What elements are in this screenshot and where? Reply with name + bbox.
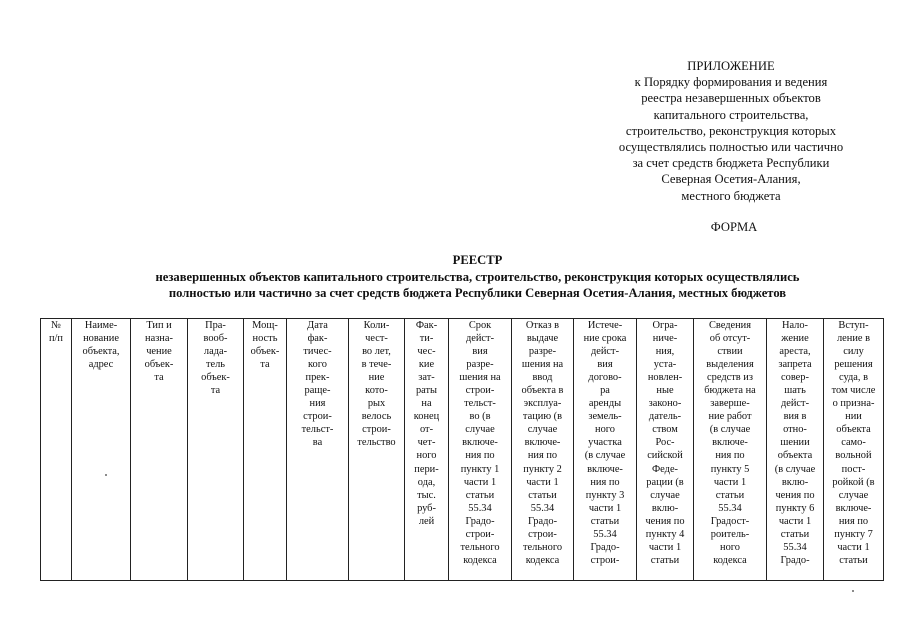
column-header-line: случае	[650, 489, 680, 501]
column-header-line: строи-	[303, 411, 332, 423]
column-header-line: ного	[720, 541, 740, 553]
column-header-line: объекта	[836, 424, 871, 436]
column-header-line: заверше-	[710, 398, 750, 410]
registry-table	[40, 318, 884, 581]
column-header-line: ного	[595, 424, 615, 436]
column-header-line: включе-	[587, 463, 623, 475]
column-header-line: на	[421, 398, 432, 410]
column-header-line: включе-	[462, 437, 498, 449]
column-header-line: статьи	[528, 489, 557, 501]
column-header-line: ния по	[590, 476, 620, 488]
scan-speck	[105, 474, 107, 476]
column-header	[512, 319, 574, 581]
column-header-line: руб-	[417, 502, 436, 514]
title-line-1: РЕЕСТР	[452, 253, 503, 267]
column-header-line: включе-	[524, 437, 561, 449]
column-header-line: разре-	[528, 346, 557, 358]
column-header	[41, 319, 72, 581]
column-header-line: ареста,	[779, 346, 811, 358]
column-header-line: адрес	[88, 359, 114, 371]
column-header-line: та	[154, 372, 164, 384]
column-header-line: Наиме-	[84, 320, 118, 331]
column-header	[72, 319, 131, 581]
column-header-line: ния,	[655, 346, 675, 358]
column-header-line: тыс.	[417, 489, 436, 501]
column-header-line: лей	[418, 515, 435, 527]
column-header-line: Отказ в	[525, 320, 560, 331]
column-header-line: Рос-	[655, 437, 675, 449]
column-header-line: 55.34	[530, 502, 555, 514]
column-header-line: ние	[368, 372, 385, 384]
column-header-line: Коли-	[363, 320, 390, 331]
column-header-line: ного	[416, 450, 437, 462]
column-header-line: пункту 4	[645, 528, 685, 540]
column-header	[449, 319, 512, 581]
column-header-line: дейст-	[465, 333, 495, 345]
form-label: ФОРМА	[710, 220, 758, 234]
column-header-line: зат-	[418, 372, 435, 384]
column-header	[767, 319, 824, 581]
column-header-line: выделения	[706, 359, 754, 371]
column-header-line: кодекса	[463, 554, 497, 566]
column-header-line: ва	[312, 437, 323, 449]
column-header-line: рых	[367, 398, 386, 410]
column-header-line: ние работ	[708, 411, 752, 423]
column-header-line: кие	[418, 359, 435, 371]
column-header-line: случае	[465, 424, 495, 436]
column-header-line: 55.34	[468, 502, 492, 514]
column-header-line: та	[210, 385, 221, 397]
scan-speck	[852, 590, 854, 592]
column-header-line: пост-	[841, 463, 866, 475]
column-header-line: совер-	[781, 372, 809, 384]
column-header-line: нии	[845, 411, 862, 423]
column-header-line: выдаче	[526, 333, 559, 345]
column-header	[824, 319, 884, 581]
appendix-line: капитального строительства,	[653, 107, 809, 122]
column-header-line: кого	[308, 359, 327, 371]
column-header	[349, 319, 405, 581]
title-line-3: полностью или частично за счет средств бюджета Республики Северная Осетия-Алания, местных бюджетов	[168, 286, 787, 300]
column-header	[287, 319, 349, 581]
column-header	[188, 319, 244, 581]
column-header-line: ния по	[465, 450, 495, 462]
column-header-line: объек-	[201, 372, 230, 384]
column-header-line: нование	[83, 333, 119, 345]
column-header-line: случае	[838, 489, 869, 501]
column-header	[244, 319, 287, 581]
column-header-line: ством	[652, 424, 678, 436]
column-header-line: Мощ-	[252, 320, 278, 331]
column-header-line: строи-	[528, 528, 557, 540]
column-header-line: Огра-	[652, 320, 678, 331]
column-header-line: тельство	[357, 437, 396, 449]
column-header-line: 55.34	[593, 528, 617, 540]
column-header-line: пункту 2	[523, 463, 562, 475]
column-header-line: ствии	[717, 346, 743, 358]
column-header-line: статьи	[465, 489, 495, 501]
column-header-line: та	[260, 359, 270, 371]
column-header-line: чет-	[417, 437, 436, 449]
column-header-line: Нало-	[781, 320, 809, 331]
column-header-line: отно-	[783, 424, 807, 436]
column-header-line: ввод	[532, 372, 553, 384]
column-header	[131, 319, 188, 581]
column-header-line: тельст-	[301, 424, 334, 436]
appendix-line: строительство, реконструкция которых	[625, 123, 837, 138]
column-header-line: статьи	[715, 489, 745, 501]
column-header-line: ния	[309, 398, 326, 410]
column-header-line: строи-	[362, 424, 391, 436]
column-header-line: тельст-	[464, 398, 496, 410]
column-header-line: от-	[419, 424, 434, 436]
column-header-line: законо-	[648, 398, 682, 410]
column-header-line: строи-	[465, 528, 495, 540]
column-header-line: чения по	[645, 515, 685, 527]
column-header-line: прек-	[305, 372, 330, 384]
column-header-line: вия	[597, 359, 613, 371]
table-header-row	[41, 319, 884, 581]
column-header-line: тельного	[460, 541, 500, 553]
title-line-2: незавершенных объектов капитального строительства, строительство, реконструкция которых осуществлялись	[155, 269, 800, 284]
column-header-line: Пра-	[205, 320, 226, 331]
column-header-line: раще-	[304, 385, 331, 397]
document-title	[40, 252, 905, 302]
column-header-line: ра	[600, 385, 610, 397]
column-header-line: жение	[781, 333, 809, 345]
column-header-line: во лет,	[362, 346, 391, 358]
column-header-line: части 1	[837, 541, 870, 553]
column-header-line: части 1	[648, 541, 682, 553]
column-header-line: бюджета на	[704, 385, 756, 397]
column-header-line: вия в	[783, 411, 807, 423]
column-header-line: ление в	[836, 333, 871, 345]
column-header-line: чест-	[365, 333, 388, 345]
column-header-line: ния по	[715, 450, 745, 462]
column-header-line: Сведения	[708, 320, 752, 331]
column-header-line: датель-	[648, 411, 682, 423]
column-header-line: новлен-	[647, 372, 683, 384]
column-header-line: части 1	[526, 476, 559, 488]
column-header-line: шения на	[459, 372, 501, 384]
column-header-line: включе-	[712, 437, 748, 449]
appendix-line: осуществлялись полностью или частично	[618, 140, 844, 155]
column-header-line: Истече-	[587, 320, 623, 331]
column-header-line: включе-	[835, 502, 872, 514]
column-header-line: ния по	[838, 515, 869, 527]
column-header-line: лада-	[203, 346, 228, 358]
column-header-line: кото-	[365, 385, 388, 397]
column-header-line: объекта в	[521, 385, 564, 397]
appendix-line: местного бюджета	[681, 188, 781, 203]
column-header-line: средств из	[707, 372, 753, 384]
column-header-line: Вступ-	[838, 320, 869, 331]
column-header-line: вклю-	[781, 476, 809, 488]
appendix-line: реестра незавершенных объектов	[641, 91, 821, 106]
column-header-line: чения по	[775, 489, 815, 501]
appendix-lines	[596, 74, 866, 204]
column-header-line: вольной	[835, 450, 872, 462]
column-header-line: пункту 5	[710, 463, 750, 475]
column-header-line: во (в	[469, 411, 491, 423]
column-header-line: Градо-	[780, 554, 810, 566]
column-header	[574, 319, 637, 581]
column-header-line: строи-	[465, 385, 495, 397]
column-header-line: догово-	[588, 372, 622, 384]
column-header-line: сийской	[647, 450, 683, 462]
column-header-line: части 1	[778, 515, 812, 527]
appendix-line: за счет средств бюджета Республики	[632, 156, 830, 171]
column-header-line: (в случае	[584, 450, 626, 462]
column-header-line: пункту 1	[460, 463, 500, 475]
column-header-line: роитель-	[710, 528, 750, 540]
column-header-line: тацию (в	[522, 411, 563, 423]
column-header-line: 55.34	[718, 502, 742, 514]
column-header-line: пункту 3	[585, 489, 625, 501]
column-header-line: разре-	[466, 359, 494, 371]
column-header-line: ти-	[419, 333, 434, 345]
column-header	[405, 319, 449, 581]
column-header-line: статьи	[650, 554, 680, 566]
column-header	[694, 319, 767, 581]
column-header-line: объек-	[250, 346, 280, 358]
column-header-line: рации (в	[646, 476, 684, 488]
column-header-line: эксплуа-	[523, 398, 562, 410]
appendix-heading: ПРИЛОЖЕНИЕ	[687, 59, 775, 73]
column-header-line: Градо-	[590, 541, 620, 553]
column-header-line: Срок	[468, 320, 492, 331]
column-header-line: вооб-	[203, 333, 228, 345]
column-header-line: объек-	[144, 359, 174, 371]
column-header-line: (в случае	[774, 463, 816, 475]
column-header-line: кодекса	[525, 554, 560, 566]
column-header-line: Градо-	[465, 515, 495, 527]
column-header-line: земель-	[588, 411, 622, 423]
column-header-line: назна-	[145, 333, 173, 345]
column-header-line: ода,	[417, 476, 436, 488]
column-header-line: чес-	[417, 346, 436, 358]
column-header-line: дейст-	[780, 398, 810, 410]
column-header-line: шения на	[521, 359, 564, 371]
column-header-line: ность	[252, 333, 278, 345]
column-header-line: пункту 6	[775, 502, 815, 514]
column-header-line: пери-	[414, 463, 439, 475]
column-header-line: раты	[415, 385, 438, 397]
column-header-line: велось	[361, 411, 392, 423]
column-header-line: (в случае	[709, 424, 751, 436]
column-header-line: в тече-	[361, 359, 392, 371]
column-header-line: конец	[413, 411, 440, 423]
column-header-line: участка	[588, 437, 622, 449]
column-header-line: объекта	[777, 450, 813, 462]
column-header-line: тельного	[522, 541, 563, 553]
column-header-line: ные	[656, 385, 674, 397]
column-header-line: решения	[834, 359, 873, 371]
column-header-line: тичес-	[303, 346, 332, 358]
column-header-line: об отсут-	[709, 333, 751, 345]
column-header-line: ниче-	[652, 333, 678, 345]
column-header-line: п/п	[48, 333, 63, 345]
appendix-block	[596, 58, 866, 204]
column-header-line: статьи	[590, 515, 620, 527]
column-header-line: Тип и	[146, 320, 172, 331]
column-header-line: чение	[146, 346, 172, 358]
column-header-line: статьи	[839, 554, 868, 566]
column-header-line: кодекса	[713, 554, 747, 566]
column-header-line: Фак-	[415, 320, 438, 331]
column-header-line: дейст-	[590, 346, 620, 358]
column-header-line: части 1	[713, 476, 747, 488]
column-header-line: ройкой (в	[832, 476, 875, 488]
column-header-line: тель	[205, 359, 226, 371]
column-header-line: шении	[780, 437, 810, 449]
column-header-line: ния по	[527, 450, 558, 462]
column-header-line: случае	[527, 424, 558, 436]
appendix-line: Северная Осетия-Алания,	[661, 172, 801, 187]
column-header-line: само-	[841, 437, 866, 449]
appendix-line: к Порядку формирования и ведения	[634, 75, 828, 90]
column-header-line: том числе	[831, 385, 876, 397]
column-header-line: Градост-	[710, 515, 750, 527]
column-header-line: уста-	[653, 359, 677, 371]
column-header-line: фак-	[307, 333, 328, 345]
column-header-line: о призна-	[832, 398, 875, 410]
column-header-line: шать	[784, 385, 806, 397]
column-header-line: статьи	[780, 528, 810, 540]
column-header-line: Градо-	[527, 515, 558, 527]
column-header-line: Дата	[307, 320, 328, 331]
column-header-line: аренды	[588, 398, 622, 410]
column-header-line: части 1	[463, 476, 497, 488]
column-header-line: части 1	[588, 502, 622, 514]
column-header-line: вклю-	[651, 502, 679, 514]
column-header-line: запрета	[778, 359, 812, 371]
column-header-line: вия	[472, 346, 488, 358]
column-header-line: суда, в	[838, 372, 868, 384]
column-header-line: строи-	[590, 554, 620, 566]
column-header-line: 55.34	[783, 541, 807, 553]
column-header-line: Феде-	[651, 463, 679, 475]
column-header	[637, 319, 694, 581]
column-header-line: объекта,	[82, 346, 120, 358]
column-header-line: силу	[843, 346, 864, 358]
column-header-line: №	[51, 320, 61, 331]
column-header-line: пункту 7	[834, 528, 873, 540]
column-header-line: ние срока	[583, 333, 627, 345]
